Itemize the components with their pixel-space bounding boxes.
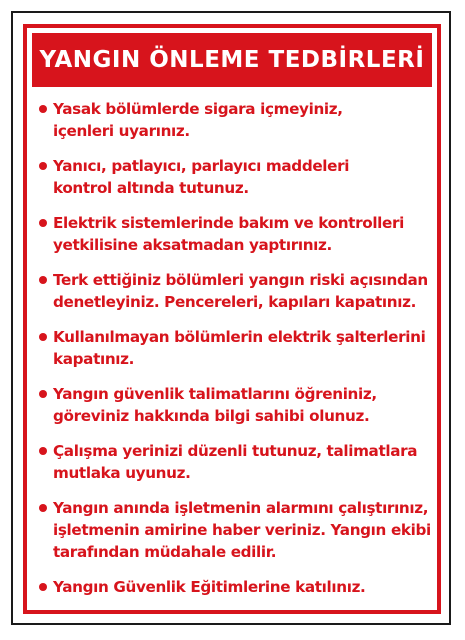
rule-text: Terk ettiğiniz bölümleri yangın riski açısından denetleyiniz. Pencereleri, kapıları kapatınız. bbox=[53, 271, 428, 311]
bullet-icon bbox=[39, 583, 47, 591]
rule-text: Yanıcı, patlayıcı, parlayıcı maddeleri kontrol altında tutunuz. bbox=[53, 157, 350, 197]
rule-text: Yasak bölümlerde sigara içmeyiniz, içenleri uyarınız. bbox=[53, 100, 343, 140]
rule-text: Yangın Güvenlik Eğitimlerine katılınız. bbox=[53, 578, 366, 596]
list-item bbox=[39, 576, 431, 598]
bullet-icon bbox=[39, 105, 47, 113]
rule-list bbox=[39, 98, 431, 611]
list-item bbox=[39, 212, 431, 256]
bullet-icon bbox=[39, 390, 47, 398]
bullet-icon bbox=[39, 333, 47, 341]
list-item bbox=[39, 269, 431, 313]
sign-title: YANGIN ÖNLEME TEDBİRLERİ bbox=[39, 47, 425, 73]
bullet-icon bbox=[39, 504, 47, 512]
rule-text: Çalışma yerinizi düzenli tutunuz, talimatlara mutlaka uyunuz. bbox=[53, 442, 418, 482]
list-item bbox=[39, 440, 431, 484]
rule-text: Yangın anında işletmenin alarmını çalıştırınız, işletmenin amirine haber veriniz. Yangın ekibi tarafından müdahale edilir. bbox=[53, 499, 431, 561]
rule-text: Yangın güvenlik talimatlarını öğreniniz, göreviniz hakkında bilgi sahibi olunuz. bbox=[53, 385, 377, 425]
list-item bbox=[39, 98, 431, 142]
list-item bbox=[39, 326, 431, 370]
bullet-icon bbox=[39, 219, 47, 227]
list-item bbox=[39, 497, 431, 563]
list-item bbox=[39, 383, 431, 427]
bullet-icon bbox=[39, 276, 47, 284]
bullet-icon bbox=[39, 162, 47, 170]
list-item bbox=[39, 155, 431, 199]
sign-red-border bbox=[23, 24, 441, 614]
rule-text: Elektrik sistemlerinde bakım ve kontrolleri yetkilisine aksatmadan yaptırınız. bbox=[53, 214, 404, 254]
rule-text: Kullanılmayan bölümlerin elektrik şalterlerini kapatınız. bbox=[53, 328, 426, 368]
title-banner bbox=[32, 33, 432, 87]
bullet-icon bbox=[39, 447, 47, 455]
